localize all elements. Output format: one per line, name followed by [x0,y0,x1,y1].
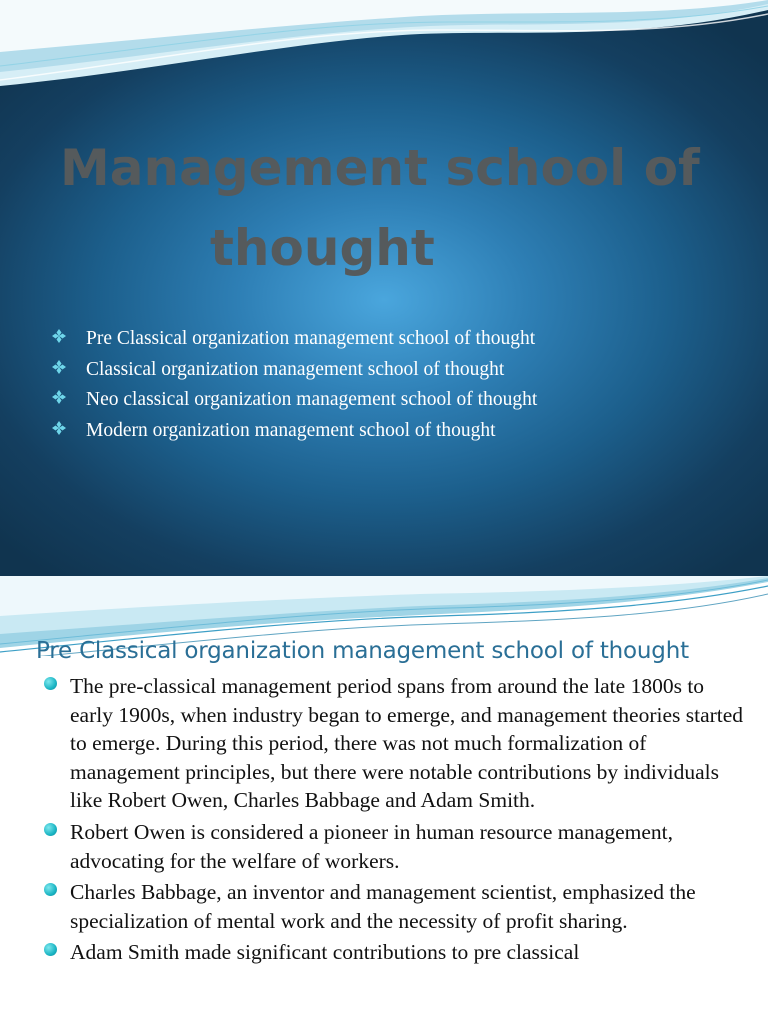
diamond-cluster-icon [52,390,66,404]
list-item [52,416,537,447]
slide-1-bullet-list [52,324,537,446]
slide-2-title: Pre Classical organization management school of thought [36,638,689,664]
list-item [52,324,537,355]
diamond-cluster-icon [52,360,66,374]
slide-2-bullet-list [44,672,744,970]
diamond-cluster-icon [52,329,66,343]
list-item [44,878,744,935]
list-item-text: Pre Classical organization management school of thought [86,328,536,349]
list-item-text: Charles Babbage, an inventor and management scientist, emphasized the specialization of mental work and the necessity of profit sharing. [70,880,696,933]
list-item-text: Neo classical organization management school of thought [86,389,538,410]
teal-dot-icon [44,943,57,956]
list-item [44,672,744,815]
teal-dot-icon [44,883,57,896]
list-item [52,385,537,416]
header-wave-decoration [0,0,768,90]
title-line-1: Management school of [60,139,700,197]
slide-2 [0,576,768,1024]
list-item-text: The pre-classical management period spans from around the late 1800s to early 1900s, when industry began to emerge, and management theories started to emerge. During this period, there was not much formalization of management principles, but there were notable contributions by individuals like Robert Owen, Charles Babbage and Adam Smith. [70,674,744,813]
slide-1-title [60,128,720,288]
list-item [52,355,537,386]
list-item-text: Robert Owen is considered a pioneer in human resource management, advocating for the welfare of workers. [70,819,673,873]
diamond-cluster-icon [52,421,66,435]
list-item [44,818,744,875]
list-item [44,938,744,967]
list-item-text: Adam Smith made significant contributions to pre classical [70,940,580,965]
teal-dot-icon [44,677,57,690]
teal-dot-icon [44,823,57,836]
list-item-text: Classical organization management school of thought [86,358,505,380]
title-line-2: thought [210,219,435,277]
list-item-text: Modern organization management school of thought [86,419,496,441]
